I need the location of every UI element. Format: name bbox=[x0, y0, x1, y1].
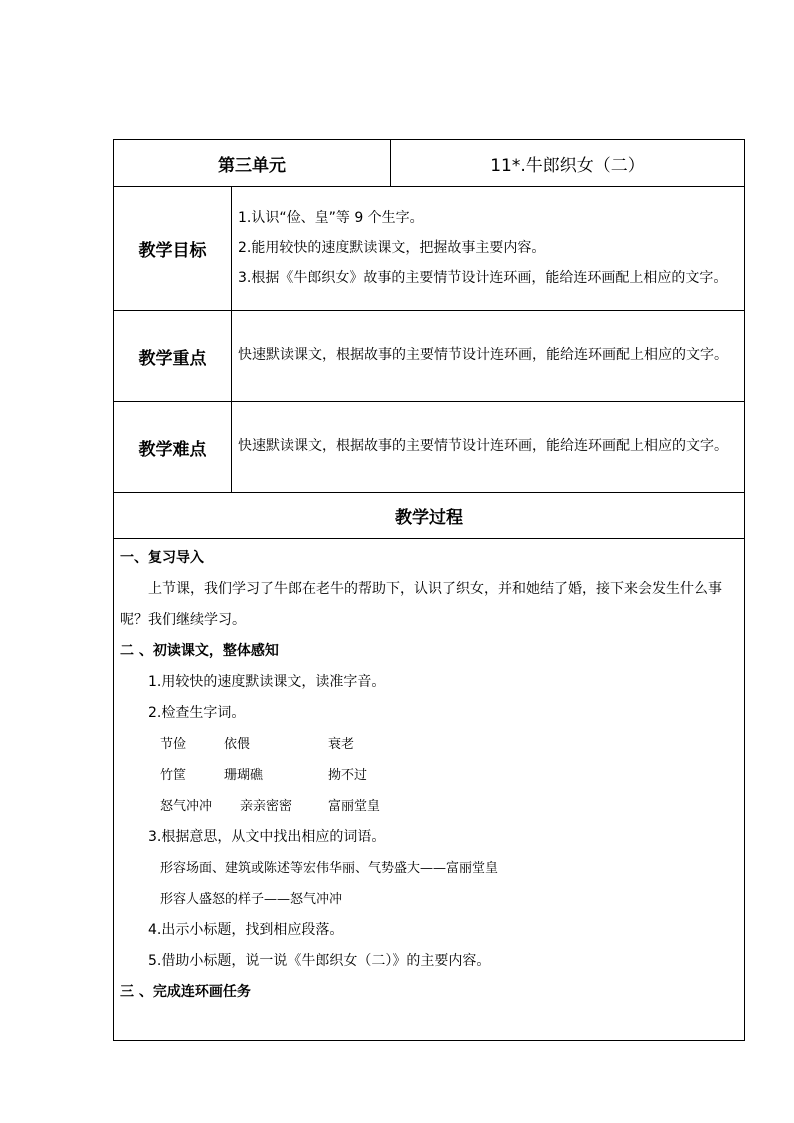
lesson-plan-table bbox=[113, 139, 745, 1041]
unit-title: 第三单元 bbox=[218, 155, 286, 176]
step-3: 3.根据意思，从文中找出相应的词语。 bbox=[148, 829, 386, 845]
section-3-title: 三 、完成连环画任务 bbox=[120, 984, 251, 1000]
word-row-2 bbox=[120, 760, 740, 791]
key-points-label: 教学重点 bbox=[114, 311, 232, 402]
meaning-1: 形容场面、建筑或陈述等宏伟华丽、气势盛大——富丽堂皇 bbox=[160, 861, 499, 876]
unit-cell bbox=[114, 140, 391, 187]
difficulties-label: 教学难点 bbox=[114, 402, 232, 493]
lesson-cell bbox=[391, 140, 745, 187]
step-2: 2.检查生字词。 bbox=[148, 705, 246, 721]
word: 亲亲密密 bbox=[240, 799, 293, 814]
difficulties-text: 快速默读课文，根据故事的主要情节设计连环画，能给连环画配上相应的文字。 bbox=[238, 438, 728, 454]
word-row-1 bbox=[120, 729, 740, 760]
objectives-content bbox=[232, 187, 745, 311]
objective-line: 3.根据《牛郎织女》故事的主要情节设计连环画，能给连环画配上相应的文字。 bbox=[238, 269, 728, 286]
section-1-title: 一、复习导入 bbox=[120, 550, 204, 566]
key-points-content bbox=[232, 311, 745, 402]
key-points-text: 快速默读课文，根据故事的主要情节设计连环画，能给连环画配上相应的文字。 bbox=[238, 347, 728, 363]
step-4: 4.出示小标题，找到相应段落。 bbox=[148, 922, 344, 938]
process-title: 教学过程 bbox=[114, 493, 745, 539]
word: 富丽堂皇 bbox=[328, 799, 381, 814]
section-2-title: 二 、初读课文，整体感知 bbox=[120, 643, 279, 659]
difficulties-content bbox=[232, 402, 745, 493]
meaning-2: 形容人盛怒的样子——怒气冲冲 bbox=[160, 892, 343, 907]
lesson-title: 11*.牛郎织女（二） bbox=[490, 155, 645, 176]
objective-line: 1.认识“俭、皇”等 9 个生字。 bbox=[238, 209, 424, 226]
word: 衰老 bbox=[328, 737, 355, 752]
step-5: 5.借助小标题，说一说《牛郎织女（二）》的主要内容。 bbox=[148, 953, 491, 969]
step-1: 1.用较快的速度默读课文，读准字音。 bbox=[148, 674, 386, 690]
objectives-label: 教学目标 bbox=[114, 187, 232, 311]
section-1-text: 上节课，我们学习了牛郎在老牛的帮助下，认识了织女，并和她结了婚，接下来会发生什么事呢？我们继续学习。 bbox=[120, 581, 722, 628]
process-content bbox=[114, 539, 745, 1041]
word: 珊瑚礁 bbox=[224, 768, 264, 783]
word: 依偎 bbox=[224, 737, 251, 752]
word-row-3 bbox=[120, 791, 740, 822]
word: 怒气冲冲 bbox=[160, 799, 213, 814]
objective-line: 2.能用较快的速度默读课文，把握故事主要内容。 bbox=[238, 239, 546, 256]
word: 拗不过 bbox=[328, 768, 368, 783]
word: 节俭 bbox=[160, 737, 187, 752]
word: 竹筐 bbox=[160, 768, 187, 783]
